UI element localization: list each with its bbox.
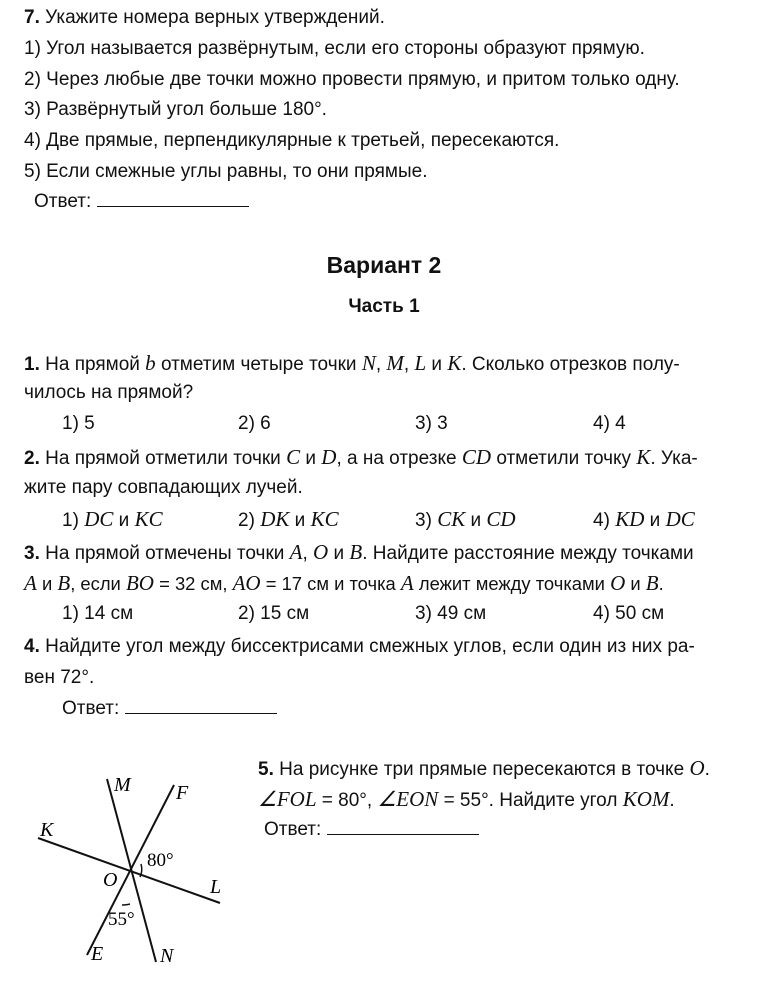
ray-a: DK bbox=[260, 507, 290, 531]
conj: и bbox=[118, 510, 130, 531]
angle-arc-55 bbox=[122, 904, 130, 905]
q2-text: , а на отрезке bbox=[336, 448, 457, 469]
line-KL bbox=[38, 838, 220, 903]
statement-4: 4) Две прямые, перпендикулярные к третьей, пересекаются. bbox=[24, 130, 560, 151]
period: . bbox=[669, 790, 675, 811]
q3-text: На прямой отмечены точки bbox=[45, 543, 285, 564]
comma: , bbox=[302, 543, 308, 564]
q3-text: . Найдите расстояние между точками bbox=[362, 543, 694, 564]
q3-option-3[interactable]: 3) 49 см bbox=[415, 603, 487, 624]
option-number: 4) bbox=[593, 510, 610, 531]
question-number: 4. bbox=[24, 636, 40, 657]
q3-option-2[interactable]: 2) 15 см bbox=[238, 603, 310, 624]
option-number: 2) bbox=[238, 510, 255, 531]
q2-text: На прямой отметили точки bbox=[45, 448, 281, 469]
var-K: K bbox=[636, 445, 651, 469]
var-N: N bbox=[361, 351, 376, 375]
ray-a: KD bbox=[615, 507, 645, 531]
var-b: b bbox=[145, 351, 156, 375]
q2-text: . Ука- bbox=[650, 448, 698, 469]
conj: и bbox=[649, 510, 661, 531]
var-A: A bbox=[289, 540, 303, 564]
ray-a: CK bbox=[437, 507, 466, 531]
answer-label: Ответ: bbox=[34, 191, 92, 212]
conj: и bbox=[333, 543, 345, 564]
q1-text: На прямой bbox=[45, 354, 140, 375]
period: . bbox=[704, 759, 710, 780]
q3-text: лежит между точками bbox=[418, 573, 605, 594]
var-O: O bbox=[313, 540, 329, 564]
conj: и bbox=[630, 573, 641, 594]
conj: и bbox=[41, 573, 53, 594]
angle-FOL: ∠FOL bbox=[258, 787, 317, 811]
statement-3: 3) Развёрнутый угол больше 180°. bbox=[24, 99, 327, 120]
variant-title: Вариант 2 bbox=[326, 252, 442, 278]
label-N: N bbox=[160, 945, 174, 967]
question-4-line-2: вен 72°. bbox=[24, 667, 95, 688]
ray-b: KC bbox=[310, 507, 339, 531]
label-F: F bbox=[176, 782, 189, 804]
conj: и bbox=[294, 510, 306, 531]
part-title: Часть 1 bbox=[348, 296, 420, 317]
angle-KOM: KOM bbox=[622, 787, 670, 811]
ray-b: KC bbox=[134, 507, 163, 531]
label-E: E bbox=[91, 943, 104, 965]
question-number: 5. bbox=[258, 759, 274, 780]
var-K: K bbox=[447, 351, 462, 375]
option-number: 1) bbox=[62, 510, 79, 531]
var-B: B bbox=[645, 571, 659, 595]
ray-a: DC bbox=[84, 507, 114, 531]
q1-text: . Сколько отрезков полу- bbox=[461, 354, 680, 375]
var-B: B bbox=[57, 571, 71, 595]
period: . bbox=[658, 573, 664, 594]
var-D: D bbox=[321, 445, 337, 469]
question-text: Укажите номера верных утверждений. bbox=[45, 7, 385, 28]
label-K: K bbox=[40, 819, 54, 841]
var-C: C bbox=[286, 445, 301, 469]
conj: и bbox=[470, 510, 482, 531]
question-1-line-2: чилось на прямой? bbox=[24, 382, 194, 403]
q1-option-3[interactable]: 3) 3 bbox=[415, 413, 448, 434]
q1-option-2[interactable]: 2) 6 bbox=[238, 413, 271, 434]
statement-5: 5) Если смежные углы равны, то они прямые. bbox=[24, 161, 428, 182]
question-number: 2. bbox=[24, 448, 40, 469]
var-A: A bbox=[400, 571, 414, 595]
conj: и bbox=[431, 354, 443, 375]
var-AO: AO bbox=[232, 571, 261, 595]
q2-text: отметили точку bbox=[496, 448, 632, 469]
angle-arc-80 bbox=[140, 864, 142, 877]
q5-text: На рисунке три прямые пересекаются в точке bbox=[279, 759, 685, 780]
option-number: 3) bbox=[415, 510, 432, 531]
q3-option-1[interactable]: 1) 14 см bbox=[62, 603, 134, 624]
question-number: 3. bbox=[24, 543, 40, 564]
statement-1: 1) Угол называется развёрнутым, если его стороны образуют прямую. bbox=[24, 38, 645, 59]
label-M: M bbox=[114, 774, 131, 796]
var-O: O bbox=[610, 571, 626, 595]
q3-text: , если bbox=[70, 573, 121, 594]
var-BO: BO bbox=[125, 571, 154, 595]
question-text: Найдите угол между биссектрисами смежных углов, если один из них ра- bbox=[45, 636, 695, 657]
q3-text: = 17 см и точка bbox=[265, 573, 396, 594]
question-number: 1. bbox=[24, 354, 40, 375]
angle-label-55: 55° bbox=[108, 909, 135, 930]
question-number: 7. bbox=[24, 7, 40, 28]
var-B: B bbox=[349, 540, 363, 564]
comma: , bbox=[375, 354, 382, 375]
answer-label: Ответ: bbox=[62, 698, 120, 719]
angle-EON: ∠EON bbox=[377, 787, 439, 811]
question-2-line-2: жите пару совпадающих лучей. bbox=[24, 477, 303, 498]
q1-option-1[interactable]: 1) 5 bbox=[62, 413, 95, 434]
answer-label: Ответ: bbox=[264, 819, 322, 840]
var-M: M bbox=[386, 351, 404, 375]
label-O: O bbox=[103, 869, 118, 891]
ray-b: DC bbox=[665, 507, 695, 531]
var-CD: CD bbox=[461, 445, 492, 469]
q1-option-4[interactable]: 4) 4 bbox=[593, 413, 626, 434]
label-L: L bbox=[210, 876, 222, 898]
statement-2: 2) Через любые две точки можно провести прямую, и притом только одну. bbox=[24, 69, 680, 90]
q3-option-4[interactable]: 4) 50 см bbox=[593, 603, 665, 624]
conj: и bbox=[305, 448, 316, 469]
angle-label-80: 80° bbox=[147, 850, 174, 871]
q1-text: отметим четыре точки bbox=[160, 354, 357, 375]
var-L: L bbox=[414, 351, 427, 375]
ray-b: CD bbox=[486, 507, 516, 531]
q5-text: = 55°. Найдите угол bbox=[443, 790, 618, 811]
q5-text: = 80°, bbox=[321, 790, 373, 811]
q3-text: = 32 см, bbox=[159, 573, 228, 594]
var-A: A bbox=[24, 571, 37, 595]
var-O: O bbox=[689, 756, 705, 780]
comma: , bbox=[403, 354, 410, 375]
